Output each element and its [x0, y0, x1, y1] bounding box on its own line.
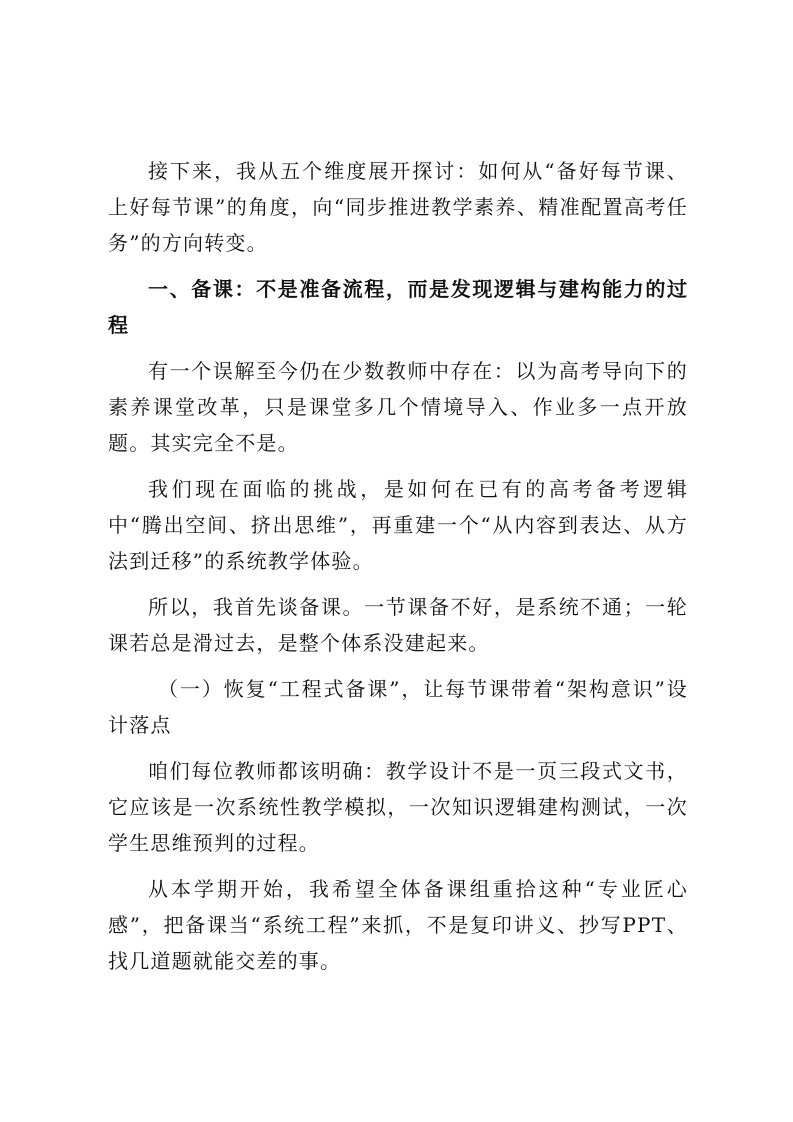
- section-heading-1: 一、备课：不是准备流程，而是发现逻辑与建构能力的过程: [108, 277, 688, 337]
- document-body: [108, 153, 688, 979]
- subsection-heading-1: （一）恢复“工程式备课”，让每节课带着“架构意识”设计落点: [108, 677, 688, 737]
- paragraph-teaching-design: 咱们每位教师都该明确：教学设计不是一页三段式文书，它应该是一次系统性教学模拟，一次知识逻辑建构测试，一次学生思维预判的过程。: [108, 759, 688, 855]
- paragraph-misunderstanding: 有一个误解至今仍在少数教师中存在：以为高考导向下的素养课堂改革，只是课堂多几个情境导入、作业多一点开放题。其实完全不是。: [108, 359, 688, 455]
- paragraph-intro: 接下来，我从五个维度展开探讨：如何从“备好每节课、上好每节课”的角度，向“同步推进教学素养、精准配置高考任务”的方向转变。: [108, 159, 688, 255]
- paragraph-challenge: 我们现在面临的挑战，是如何在已有的高考备考逻辑中“腾出空间、挤出思维”，再重建一个“从内容到表达、从方法到迁移”的系统教学体验。: [108, 477, 688, 573]
- paragraph-lesson-prep: 所以，我首先谈备课。一节课备不好，是系统不通；一轮课若总是滑过去，是整个体系没建起来。: [108, 595, 688, 655]
- paragraph-semester-plan: 从本学期开始，我希望全体备课组重拾这种“专业匠心感”，把备课当“系统工程”来抓，不是复印讲义、抄写PPT、找几道题就能交差的事。: [108, 877, 688, 973]
